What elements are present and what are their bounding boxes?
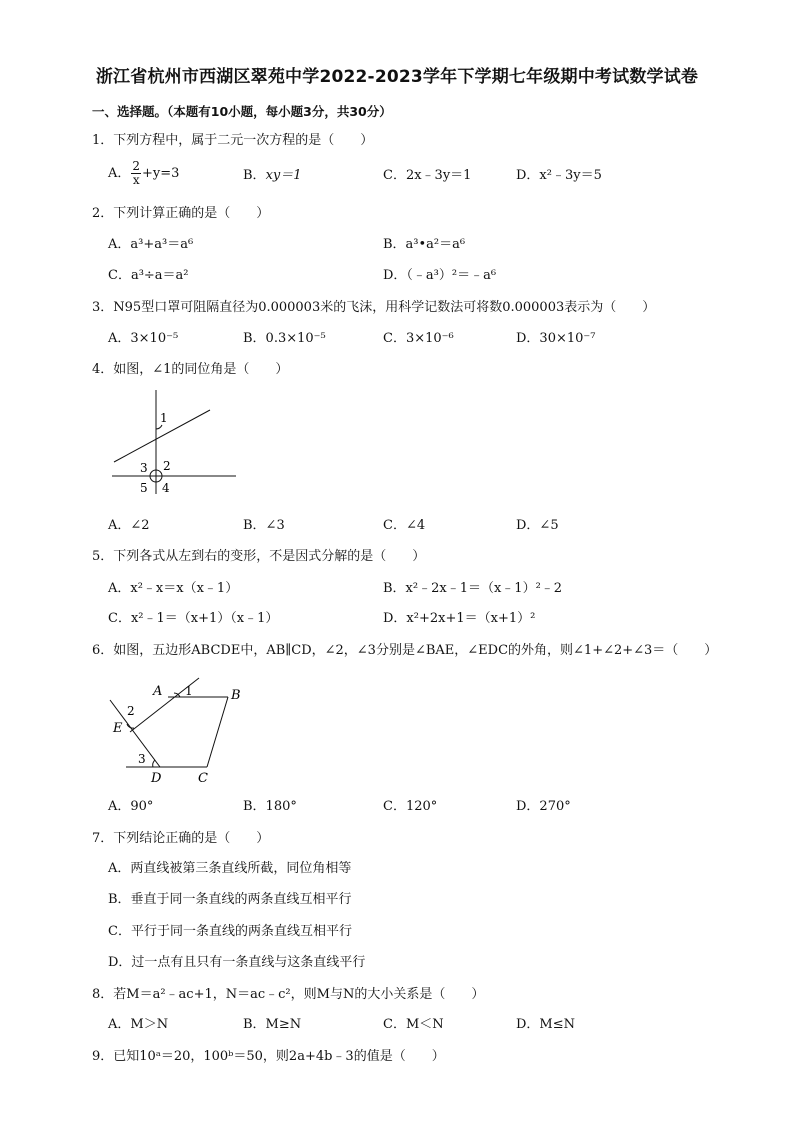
q1-option-b — [243, 167, 302, 185]
q6-label-a: A — [153, 684, 163, 699]
q2-option-d: D．（﹣a³）²＝﹣a⁶ — [383, 268, 497, 283]
exam-title: 浙江省杭州市西湖区翠苑中学2022-2023学年下学期七年级期中考试数学试卷 — [95, 67, 699, 87]
q8-option-a: A．M＞N — [108, 1017, 169, 1032]
q6-label-2: 2 — [127, 704, 135, 718]
q1-option-b-prefix: B． — [243, 168, 266, 183]
q3-stem: 3．N95型口罩可阻隔直径为0.000003米的飞沫，用科学记数法可将数0.000003表示为（ ） — [92, 300, 656, 315]
q3-option-a: A．3×10⁻⁵ — [108, 331, 179, 346]
q1-frac-numerator: 2 — [132, 159, 141, 173]
q1-frac-denominator: x — [132, 173, 140, 187]
q4-angle-1-arc — [156, 425, 162, 429]
q3-option-d: D．30×10⁻⁷ — [516, 331, 596, 346]
q1-option-a — [108, 160, 179, 187]
q3-option-b: B．0.3×10⁻⁵ — [243, 331, 326, 346]
q2-stem: 2．下列计算正确的是（ ） — [92, 206, 270, 221]
q6-label-e: E — [113, 721, 123, 736]
q1-option-d: D．x²﹣3y＝5 — [516, 168, 602, 183]
section-heading: 一、选择题。（本题有10小题，每小题3分，共30分） — [92, 104, 392, 119]
q6-option-b: B．180° — [243, 799, 297, 814]
q1-option-c: C．2x﹣3y＝1 — [383, 168, 472, 183]
q2-option-a: A．a³+a³＝a⁶ — [108, 237, 194, 252]
q4-label-2: 2 — [163, 459, 171, 473]
q6-label-d: D — [151, 771, 162, 786]
q1-option-a-fraction — [131, 160, 141, 187]
q8-option-b: B．M≥N — [243, 1017, 302, 1032]
q4-option-a: A．∠2 — [108, 518, 150, 533]
q8-option-d: D．M≤N — [516, 1017, 576, 1032]
q3-option-c: C．3×10⁻⁶ — [383, 331, 454, 346]
q7-option-a: A．两直线被第三条直线所截，同位角相等 — [108, 861, 352, 876]
q6-option-d: D．270° — [516, 799, 571, 814]
q7-stem: 7．下列结论正确的是（ ） — [92, 831, 270, 846]
q2-option-b: B．a³•a²＝a⁶ — [383, 237, 466, 252]
q1-option-b-expr: xy＝1 — [265, 168, 302, 183]
q5-option-d: D．x²+2x+1＝（x+1）² — [383, 611, 536, 626]
q4-figure — [100, 382, 245, 500]
q4-label-3: 3 — [140, 461, 148, 475]
q6-label-c: C — [198, 771, 208, 786]
q4-label-4: 4 — [162, 481, 170, 495]
q6-option-c: C．120° — [383, 799, 438, 814]
q4-option-d: D．∠5 — [516, 518, 559, 533]
q7-option-d: D．过一点有且只有一条直线与这条直线平行 — [108, 955, 366, 970]
q2-option-c: C．a³÷a＝a² — [108, 268, 189, 283]
q4-label-1: 1 — [160, 411, 168, 425]
q1-stem: 1．下列方程中，属于二元一次方程的是（ ） — [92, 133, 374, 148]
q5-option-b: B．x²﹣2x﹣1＝（x﹣1）²﹣2 — [383, 581, 563, 596]
q6-label-1: 1 — [185, 684, 193, 698]
q4-option-b: B．∠3 — [243, 518, 285, 533]
q4-stem: 4．如图，∠1的同位角是（ ） — [92, 362, 289, 377]
q6-figure — [100, 672, 260, 790]
q7-option-c: C．平行于同一条直线的两条直线互相平行 — [108, 924, 352, 939]
q8-option-c: C．M＜N — [383, 1017, 444, 1032]
q1-option-a-prefix: A． — [108, 166, 131, 181]
q6-label-3: 3 — [138, 752, 146, 766]
q6-label-b: B — [231, 688, 241, 703]
q7-option-b: B．垂直于同一条直线的两条直线互相平行 — [108, 892, 352, 907]
q6-option-a: A．90° — [108, 799, 154, 814]
q4-label-5: 5 — [140, 481, 148, 495]
q4-option-c: C．∠4 — [383, 518, 426, 533]
q8-stem: 8．若M＝a²﹣ac+1，N＝ac﹣c²，则M与N的大小关系是（ ） — [92, 987, 485, 1002]
q6-stem: 6．如图，五边形ABCDE中，AB∥CD，∠2，∠3分别是∠BAE，∠EDC的外角，则∠1+∠2+∠3＝（ ） — [92, 643, 718, 658]
q5-option-c: C．x²﹣1＝（x+1）（x﹣1） — [108, 611, 279, 626]
q6-side-bc — [207, 697, 228, 767]
q5-option-a: A．x²﹣x＝x（x﹣1） — [108, 581, 239, 596]
q9-stem: 9．已知10ᵃ＝20，100ᵇ＝50，则2a+4b﹣3的值是（ ） — [92, 1049, 445, 1064]
q5-stem: 5．下列各式从左到右的变形，不是因式分解的是（ ） — [92, 549, 426, 564]
q1-option-a-tail: +y=3 — [142, 166, 180, 181]
q6-angle-3-arc — [153, 760, 155, 767]
